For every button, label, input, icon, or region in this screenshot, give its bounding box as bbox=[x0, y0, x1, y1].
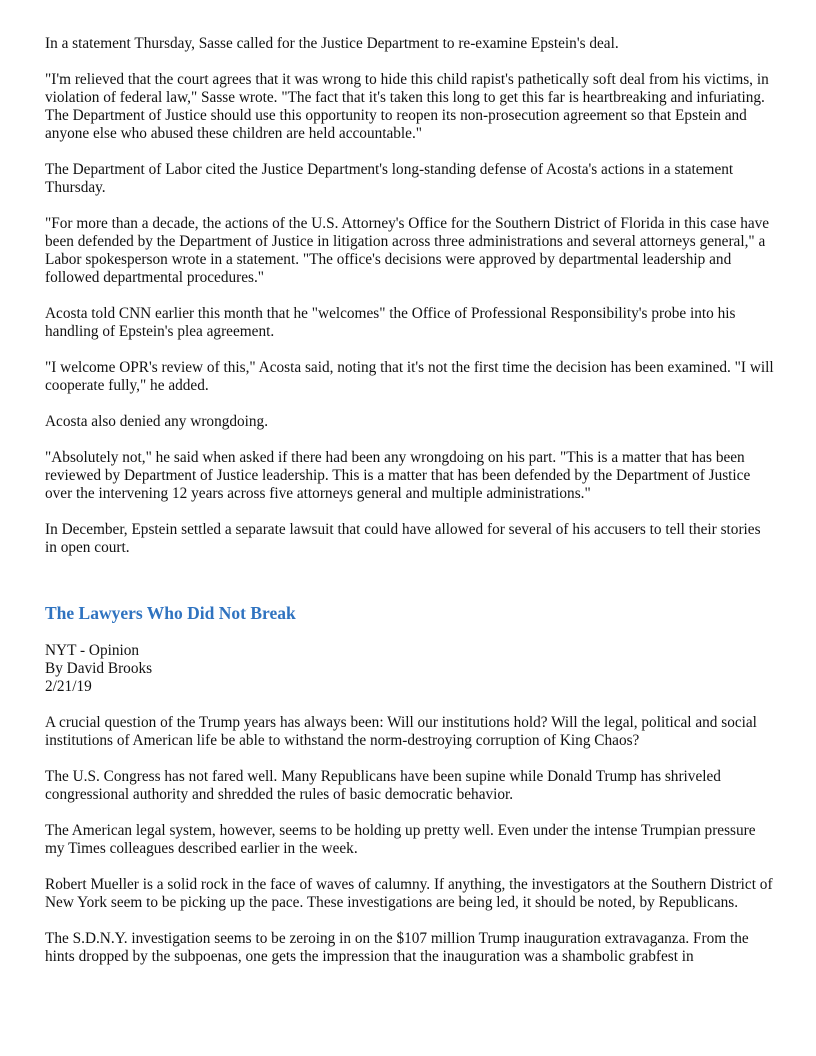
paragraph: Robert Mueller is a solid rock in the face of waves of calumny. If anything, the investigators at the Southern District of New York seem to be picking up the pace. These investigations are being led, it should be noted, by Republicans. bbox=[45, 876, 773, 911]
paragraph: In December, Epstein settled a separate lawsuit that could have allowed for several of his accusers to tell their stories in open court. bbox=[45, 521, 761, 556]
article-epstein-deal bbox=[45, 35, 775, 557]
paragraph: "I'm relieved that the court agrees that it was wrong to hide this child rapist's pathetically soft deal from his victims, in violation of federal law," Sasse wrote. "The fact that it's taken this long to get this far is heartbreaking and infuriating. The Department of Justice should use this opportunity to reopen its non-prosecution agreement so that Epstein and anyone else who abused these children are held accountable." bbox=[45, 71, 769, 142]
section-spacer bbox=[45, 575, 775, 602]
paragraph: "For more than a decade, the actions of the U.S. Attorney's Office for the Southern District of Florida in this case have been defended by the Department of Justice in litigation across three administrations and several attorneys general," a Labor spokesperson wrote in a statement. "The office's decisions were approved by departmental leadership and followed departmental procedures." bbox=[45, 215, 770, 286]
article-date: 2/21/19 bbox=[45, 678, 92, 695]
paragraph: Acosta told CNN earlier this month that he "welcomes" the Office of Professional Responsibility's probe into his handling of Epstein's plea agreement. bbox=[45, 305, 736, 340]
paragraph: The American legal system, however, seems to be holding up pretty well. Even under the intense Trumpian pressure my Times colleagues described earlier in the week. bbox=[45, 822, 756, 857]
article-headline: The Lawyers Who Did Not Break bbox=[45, 603, 296, 623]
paragraph: In a statement Thursday, Sasse called for the Justice Department to re-examine Epstein's deal. bbox=[45, 35, 619, 52]
article-meta bbox=[45, 642, 775, 696]
article-source: NYT - Opinion bbox=[45, 642, 140, 659]
paragraph: The Department of Labor cited the Justice Department's long-standing defense of Acosta's actions in a statement Thursday. bbox=[45, 161, 734, 196]
paragraph: Acosta also denied any wrongdoing. bbox=[45, 413, 269, 430]
paragraph: "Absolutely not," he said when asked if there had been any wrongdoing on his part. "This is a matter that has been reviewed by Department of Justice leadership. This is a matter that has been defended by the Department of Justice over the intervening 12 years across five attorneys general and multiple administrations." bbox=[45, 449, 751, 502]
document-page bbox=[45, 35, 775, 984]
paragraph: "I welcome OPR's review of this," Acosta said, noting that it's not the first time the decision has been examined. "I will cooperate fully," he added. bbox=[45, 359, 774, 394]
article-lawyers-did-not-break bbox=[45, 602, 775, 966]
paragraph: The S.D.N.Y. investigation seems to be zeroing in on the $107 million Trump inauguration extravaganza. From the hints dropped by the subpoenas, one gets the impression that the inauguration was a shambolic grabfest in bbox=[45, 930, 749, 965]
paragraph: The U.S. Congress has not fared well. Many Republicans have been supine while Donald Trump has shriveled congressional authority and shredded the rules of basic democratic behavior. bbox=[45, 768, 721, 803]
paragraph: A crucial question of the Trump years has always been: Will our institutions hold? Will the legal, political and social institutions of American life be able to withstand the norm-destroying corruption of King Chaos? bbox=[45, 714, 757, 749]
article-byline: By David Brooks bbox=[45, 660, 153, 677]
